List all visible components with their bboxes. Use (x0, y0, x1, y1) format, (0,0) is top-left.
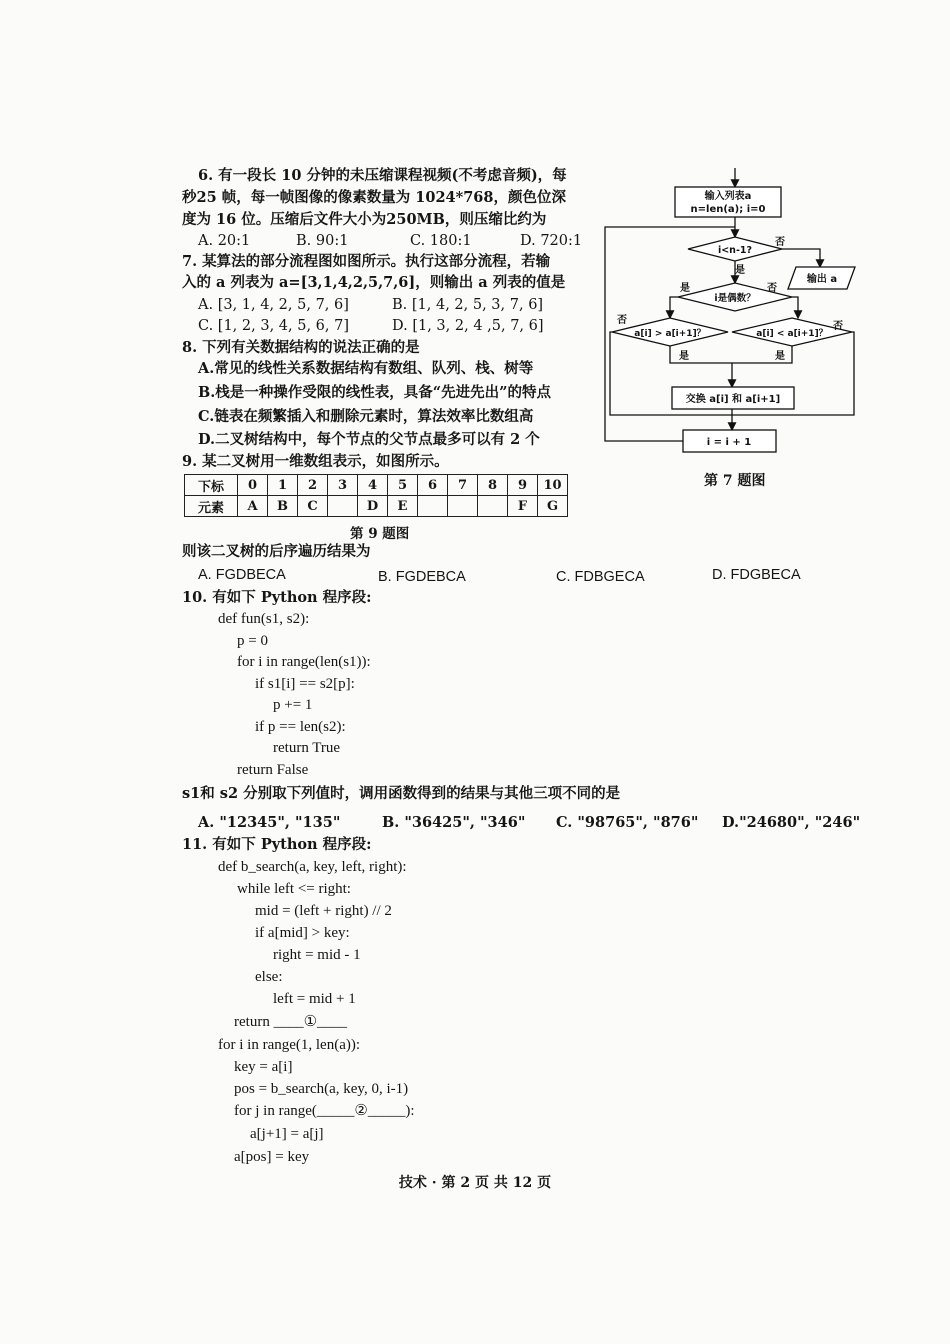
q7-flowchart (600, 165, 865, 495)
flow-label-yes: 是 (735, 265, 745, 276)
index-cell: 8 (478, 475, 508, 496)
q8-option-a: A.常见的线性关系数据结构有数组、队列、栈、树等 (198, 360, 534, 377)
q11-code-line: while left <= right: (237, 881, 351, 897)
index-cell: 7 (448, 475, 478, 496)
q10-code-line: if s1[i] == s2[p]: (255, 676, 355, 692)
q11-stem: 11. 有如下 Python 程序段: (182, 836, 372, 853)
index-row (185, 475, 568, 496)
flow-increment: i = i + 1 (706, 437, 752, 448)
flow-label-no: 否 (617, 315, 627, 326)
q10-code-line: def fun(s1, s2): (218, 611, 310, 627)
element-row-label: 元素 (185, 496, 238, 517)
q10-question: s1和 s2 分别取下列值时，调用函数得到的结果与其他三项不同的是 (182, 785, 621, 802)
flow-swap: 交换 a[i] 和 a[i+1] (685, 394, 781, 405)
q6-line2: 秒25 帧，每一帧图像的像素数量为 1024*768，颜色位深 (182, 189, 566, 206)
element-cell (418, 496, 448, 517)
q8-stem: 8. 下列有关数据结构的说法正确的是 (182, 339, 420, 356)
q6-option-c: C. 180:1 (410, 233, 472, 249)
q9-option-b: B. FGDEBCA (378, 569, 466, 585)
q10-option-c: C. "98765", "876" (556, 814, 699, 831)
element-cell: E (388, 496, 418, 517)
q7-line1: 7. 某算法的部分流程图如图所示。执行这部分流程，若输 (182, 253, 551, 270)
flow-label-no: 否 (833, 321, 843, 332)
element-cell: C (298, 496, 328, 517)
q9-question: 则该二叉树的后序遍历结果为 (182, 543, 371, 560)
q10-code-line: for i in range(len(s1)): (237, 654, 371, 670)
q10-option-b: B. "36425", "346" (382, 814, 526, 831)
q9-option-a: A. FGDBECA (198, 567, 286, 583)
q11-code-line: a[j+1] = a[j] (250, 1126, 324, 1142)
q10-option-d: D."24680", "246" (722, 814, 861, 831)
q7-option-c: C. [1, 2, 3, 4, 5, 6, 7] (198, 318, 349, 334)
element-cell: F (508, 496, 538, 517)
element-cell (328, 496, 358, 517)
q7-figure-caption: 第 7 题图 (704, 473, 766, 489)
index-cell: 6 (418, 475, 448, 496)
index-cell: 1 (268, 475, 298, 496)
q10-code-line: return False (237, 762, 309, 778)
q8-option-d: D.二叉树结构中，每个节点的父节点最多可以有 2 个 (198, 431, 540, 448)
index-cell: 2 (298, 475, 328, 496)
page-footer: 技术 · 第 2 页 共 12 页 (398, 1175, 552, 1191)
q11-code-line: if a[mid] > key: (255, 925, 350, 941)
element-cell (478, 496, 508, 517)
q9-stem: 9. 某二叉树用一维数组表示，如图所示。 (182, 453, 449, 470)
q8-option-b: B.栈是一种操作受限的线性表，具备“先进先出”的特点 (198, 384, 551, 401)
q11-code-line: right = mid - 1 (273, 947, 361, 963)
element-cell: B (268, 496, 298, 517)
element-cell: G (538, 496, 568, 517)
q6-option-a: A. 20:1 (198, 233, 251, 249)
q6-option-b: B. 90:1 (296, 233, 349, 249)
q11-code-line: for i in range(1, len(a)): (218, 1037, 361, 1053)
q6-option-d: D. 720:1 (520, 233, 583, 249)
q7-line2: 入的 a 列表为 a=[3,1,4,2,5,7,6]，则输出 a 列表的值是 (182, 274, 566, 291)
q11-code-line: def b_search(a, key, left, right): (218, 859, 407, 875)
q7-option-a: A. [3, 1, 4, 2, 5, 7, 6] (198, 297, 349, 313)
q10-stem: 10. 有如下 Python 程序段: (182, 589, 372, 606)
index-cell: 9 (508, 475, 538, 496)
flow-label-no: 否 (767, 283, 777, 294)
q7-option-b: B. [1, 4, 2, 5, 3, 7, 6] (392, 297, 544, 313)
q9-option-d: D. FDGBECA (712, 567, 801, 583)
q11-code-line-blank1: return ____①____ (234, 1014, 348, 1030)
q10-code-line: p = 0 (237, 633, 268, 649)
flow-input-line2: n=len(a); i=0 (690, 204, 766, 215)
element-cell: A (238, 496, 268, 517)
flow-even-condition: i是偶数？ (714, 293, 756, 304)
q9-array-table (184, 474, 568, 517)
index-cell: 10 (538, 475, 568, 496)
element-row (185, 496, 568, 517)
index-row-label: 下标 (185, 475, 238, 496)
q11-code-line: else: (255, 969, 283, 985)
q6-line1: 6. 有一段长 10 分钟的未压缩课程视频(不考虑音频)，每 (198, 167, 567, 184)
q11-code-line-blank2: for j in range(_____②_____): (234, 1103, 415, 1119)
q8-option-c: C.链表在频繁插入和删除元素时，算法效率比数组高 (198, 408, 534, 425)
flow-loop-condition: i<n-1? (717, 245, 753, 256)
element-cell (448, 496, 478, 517)
flow-input-line1: 输入列表a (704, 191, 752, 202)
index-cell: 5 (388, 475, 418, 496)
flow-label-no: 否 (775, 237, 785, 248)
q7-option-d: D. [1, 3, 2, 4 ,5, 7, 6] (392, 318, 544, 334)
q10-code-line: return True (273, 740, 341, 756)
element-cell: D (358, 496, 388, 517)
q10-code-line: if p == len(s2): (255, 719, 346, 735)
q11-code-line: key = a[i] (234, 1059, 293, 1075)
q11-code-line: a[pos] = key (234, 1149, 310, 1165)
flow-output: 输出 a (806, 274, 838, 285)
q9-option-c: C. FDBGECA (556, 569, 645, 585)
flow-greater-condition: a[i] > a[i+1]？ (634, 329, 706, 339)
index-cell: 4 (358, 475, 388, 496)
flow-label-yes: 是 (775, 351, 785, 362)
q10-code-line: p += 1 (273, 697, 313, 713)
q10-option-a: A. "12345", "135" (198, 814, 341, 831)
flow-label-yes: 是 (680, 283, 690, 294)
index-cell: 3 (328, 475, 358, 496)
q11-code-line: mid = (left + right) // 2 (255, 903, 392, 919)
flow-label-yes: 是 (679, 351, 689, 362)
flow-less-condition: a[i] < a[i+1]？ (756, 329, 828, 339)
q9-caption: 第 9 题图 (350, 526, 410, 542)
q6-line3: 度为 16 位。压缩后文件大小为250MB，则压缩比约为 (182, 211, 547, 228)
q11-code-line: pos = b_search(a, key, 0, i-1) (234, 1081, 409, 1097)
q11-code-line: left = mid + 1 (273, 991, 356, 1007)
index-cell: 0 (238, 475, 268, 496)
